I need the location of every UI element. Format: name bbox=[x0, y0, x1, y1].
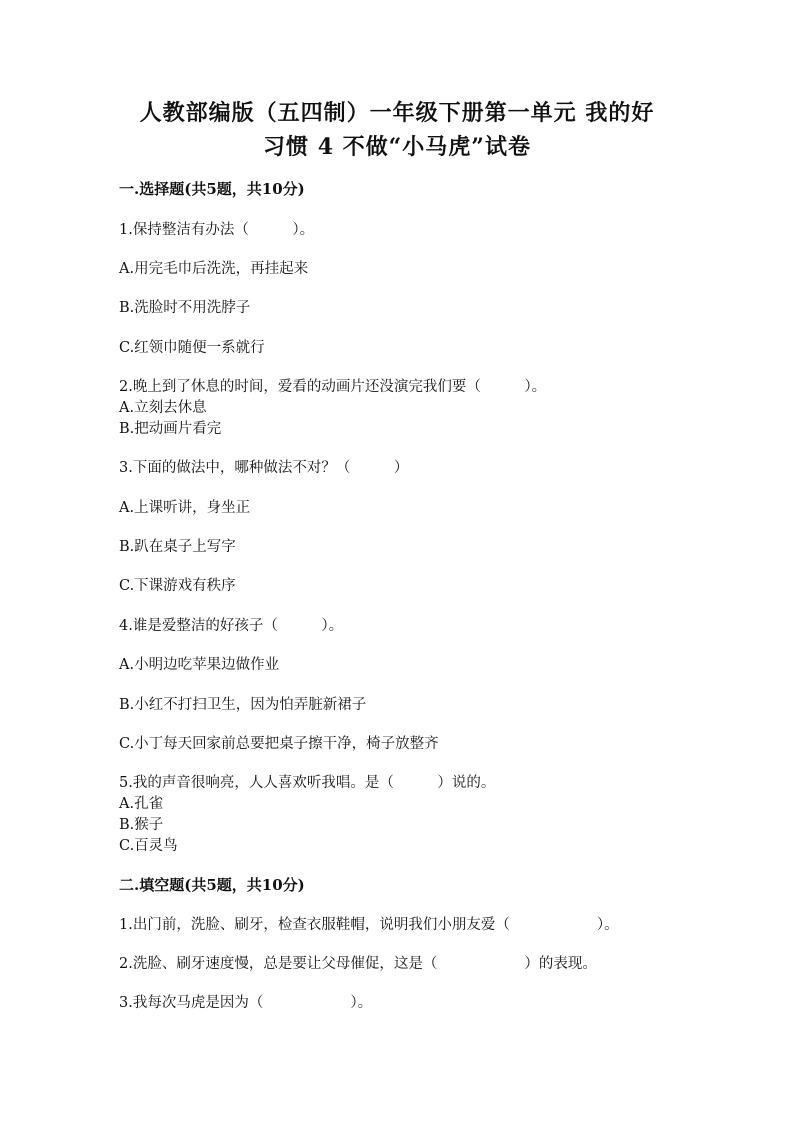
question-3-option-c: C.下课游戏有秩序 bbox=[119, 578, 236, 594]
question-5: 5.我的声音很响亮，人人喜欢听我唱。是（ ）说的。 bbox=[119, 775, 496, 791]
question-1: 1.保持整洁有办法（ ）。 bbox=[119, 222, 315, 238]
question-5-option-a: A.孔雀 bbox=[119, 796, 164, 812]
question-4-option-b: B.小红不打扫卫生，因为怕弄脏新裙子 bbox=[119, 697, 367, 713]
fill-question-1: 1.出门前，洗脸、刷牙，检查衣服鞋帽，说明我们小朋友爱（ ）。 bbox=[119, 917, 619, 933]
question-2-option-a: A.立刻去休息 bbox=[119, 400, 207, 416]
question-4: 4.谁是爱整洁的好孩子（ ）。 bbox=[119, 618, 344, 634]
question-4-option-a: A.小明边吃苹果边做作业 bbox=[119, 657, 280, 673]
question-3-option-b: B.趴在桌子上写字 bbox=[119, 539, 236, 555]
question-4-option-c: C.小丁每天回家前总要把桌子擦干净，椅子放整齐 bbox=[119, 736, 439, 752]
question-1-option-b: B.洗脸时不用洗脖子 bbox=[119, 300, 251, 316]
exam-title-line-2: 习惯 4 不做“小马虎”试卷 bbox=[263, 134, 531, 160]
question-5-option-b: B.猴子 bbox=[119, 817, 164, 833]
question-2: 2.晚上到了休息的时间，爱看的动画片还没演完我们要（ ）。 bbox=[119, 379, 547, 395]
question-1-option-a: A.用完毛巾后洗洗，再挂起来 bbox=[119, 261, 309, 277]
section-heading-fill: 二.填空题(共5题，共10分) bbox=[119, 876, 305, 894]
fill-question-2: 2.洗脸、刷牙速度慢，总是要让父母催促，这是（ ）的表现。 bbox=[119, 956, 597, 972]
fill-question-3: 3.我每次马虎是因为（ ）。 bbox=[119, 995, 373, 1011]
question-3: 3.下面的做法中，哪种做法不对？（ ） bbox=[119, 460, 409, 476]
question-3-option-a: A.上课听讲，身坐正 bbox=[119, 500, 251, 516]
question-1-option-c: C.红领巾随便一系就行 bbox=[119, 340, 265, 356]
question-5-option-c: C.百灵鸟 bbox=[119, 838, 178, 854]
question-2-option-b: B.把动画片看完 bbox=[119, 421, 222, 437]
exam-title-line-1: 人教部编版（五四制）一年级下册第一单元 我的好 bbox=[139, 100, 655, 126]
section-heading-choice: 一.选择题(共5题，共10分) bbox=[119, 180, 305, 198]
